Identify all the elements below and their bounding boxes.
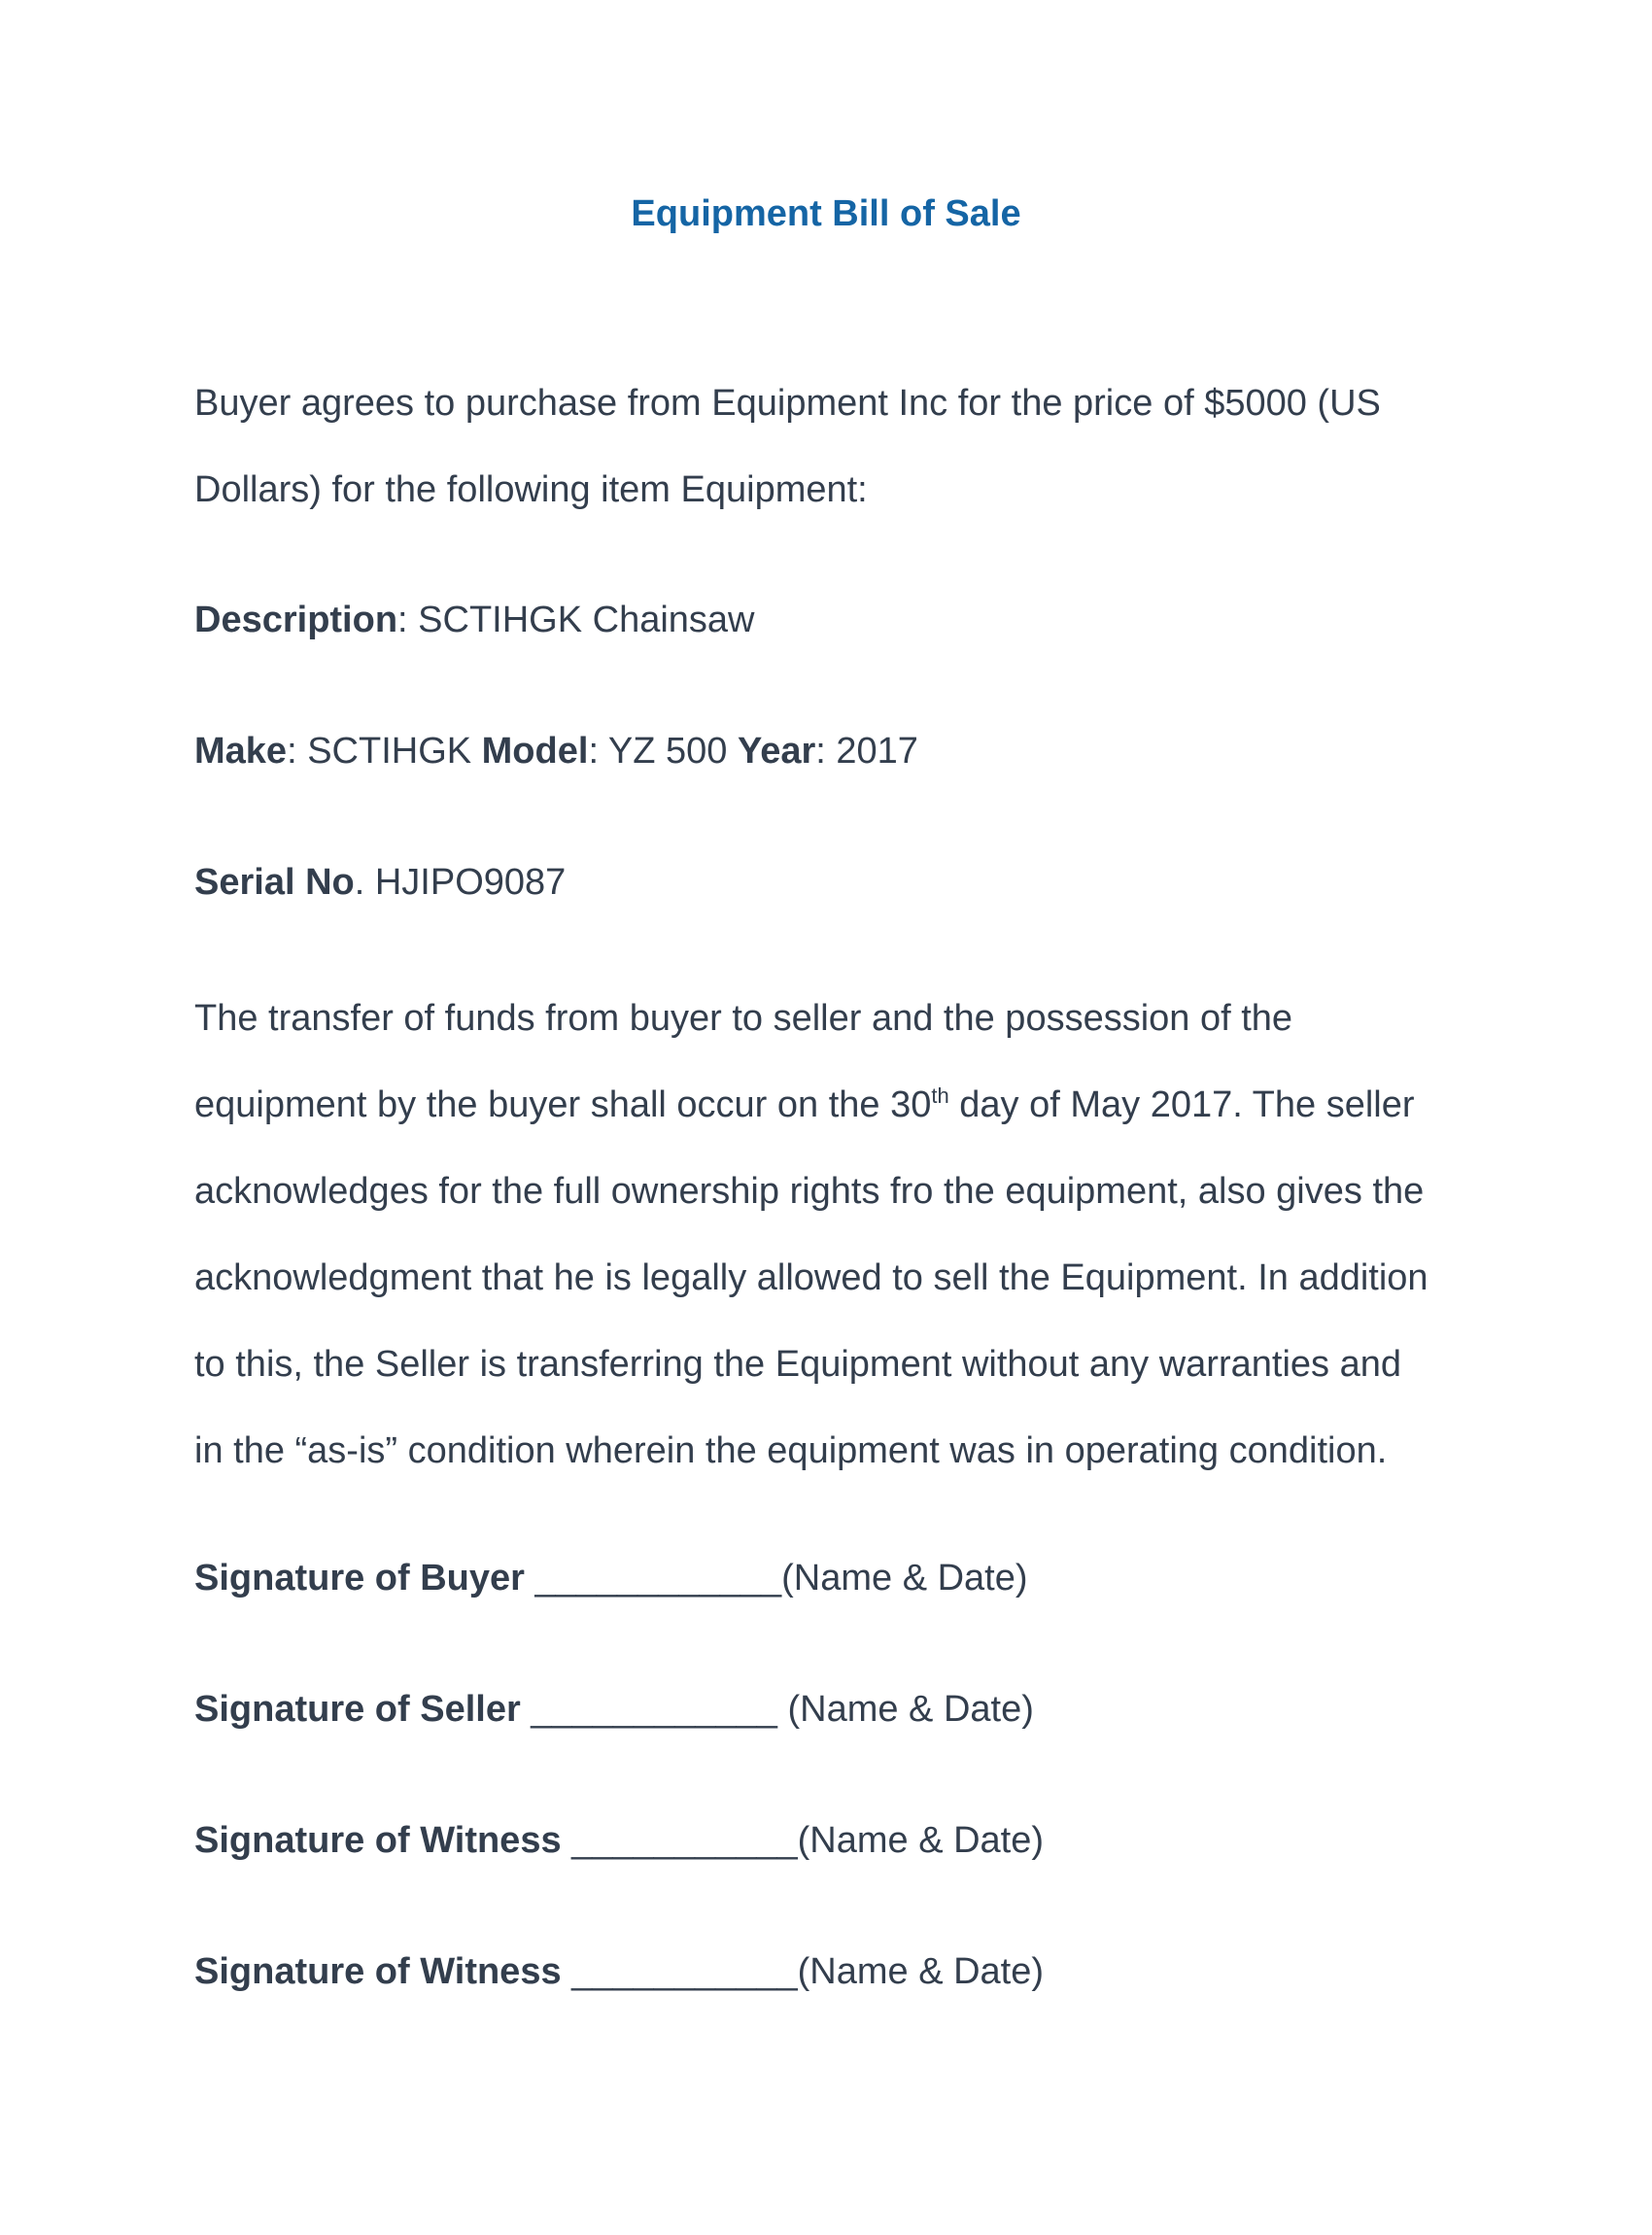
intro-paragraph (194, 361, 1467, 533)
transfer-line: to this, the Seller is transferring the Equipment without any warranties and (194, 1344, 1401, 1385)
signature-blank: ___________ (561, 1820, 798, 1861)
signature-label: Signature of Witness (194, 1820, 562, 1861)
signature-blank: ____________ (520, 1689, 788, 1730)
signature-label: Signature of Witness (194, 1951, 562, 1992)
transfer-line-start: equipment by the buyer shall occur on the 30 (194, 1084, 932, 1125)
signature-label: Signature of Seller (194, 1689, 521, 1730)
serial-label: Serial No (194, 862, 355, 903)
model-label: Model (481, 731, 589, 772)
description-field (194, 597, 1467, 643)
signature-suffix: (Name & Date) (787, 1689, 1034, 1730)
signature-blank: ____________ (524, 1558, 782, 1599)
description-separator: : (397, 600, 419, 640)
make-model-year-field (194, 728, 1467, 774)
signature-suffix: (Name & Date) (797, 1951, 1045, 1992)
transfer-line: acknowledges for the full ownership rights fro the equipment, also gives the (194, 1171, 1425, 1212)
witness-signature-line (194, 1817, 1467, 1864)
signature-suffix: (Name & Date) (797, 1820, 1045, 1861)
seller-signature-line (194, 1686, 1467, 1733)
description-value: SCTIHGK Chainsaw (418, 600, 755, 640)
signature-blank: ___________ (561, 1951, 798, 1992)
transfer-line: The transfer of funds from buyer to seller and the possession of the (194, 998, 1293, 1039)
make-separator: : (287, 731, 308, 772)
serial-separator: . (354, 862, 375, 903)
ordinal-suffix: th (931, 1083, 949, 1108)
year-value: 2017 (836, 731, 918, 772)
document-title: Equipment Bill of Sale (631, 193, 1021, 234)
model-separator: : (588, 731, 608, 772)
serial-value: HJIPO9087 (374, 862, 567, 903)
transfer-line: in the “as-is” condition wherein the equipment was in operating condition. (194, 1430, 1388, 1471)
buyer-signature-line (194, 1555, 1467, 1601)
year-separator: : (815, 731, 837, 772)
signature-suffix: (Name & Date) (781, 1558, 1028, 1599)
signature-label: Signature of Buyer (194, 1558, 525, 1599)
model-value: YZ 500 (607, 731, 738, 772)
make-label: Make (194, 731, 288, 772)
intro-line: Buyer agrees to purchase from Equipment Inc for the price of $5000 (US (194, 383, 1381, 424)
transfer-line-end: day of May 2017. The seller (948, 1084, 1415, 1125)
transfer-paragraph (194, 976, 1467, 1495)
transfer-line: acknowledgment that he is legally allowed to sell the Equipment. In addition (194, 1257, 1428, 1298)
description-label: Description (194, 600, 398, 640)
intro-line: Dollars) for the following item Equipment: (194, 469, 868, 510)
serial-field (194, 859, 1467, 906)
make-value: SCTIHGK (307, 731, 482, 772)
year-label: Year (737, 731, 816, 772)
witness-signature-line (194, 1948, 1467, 1995)
